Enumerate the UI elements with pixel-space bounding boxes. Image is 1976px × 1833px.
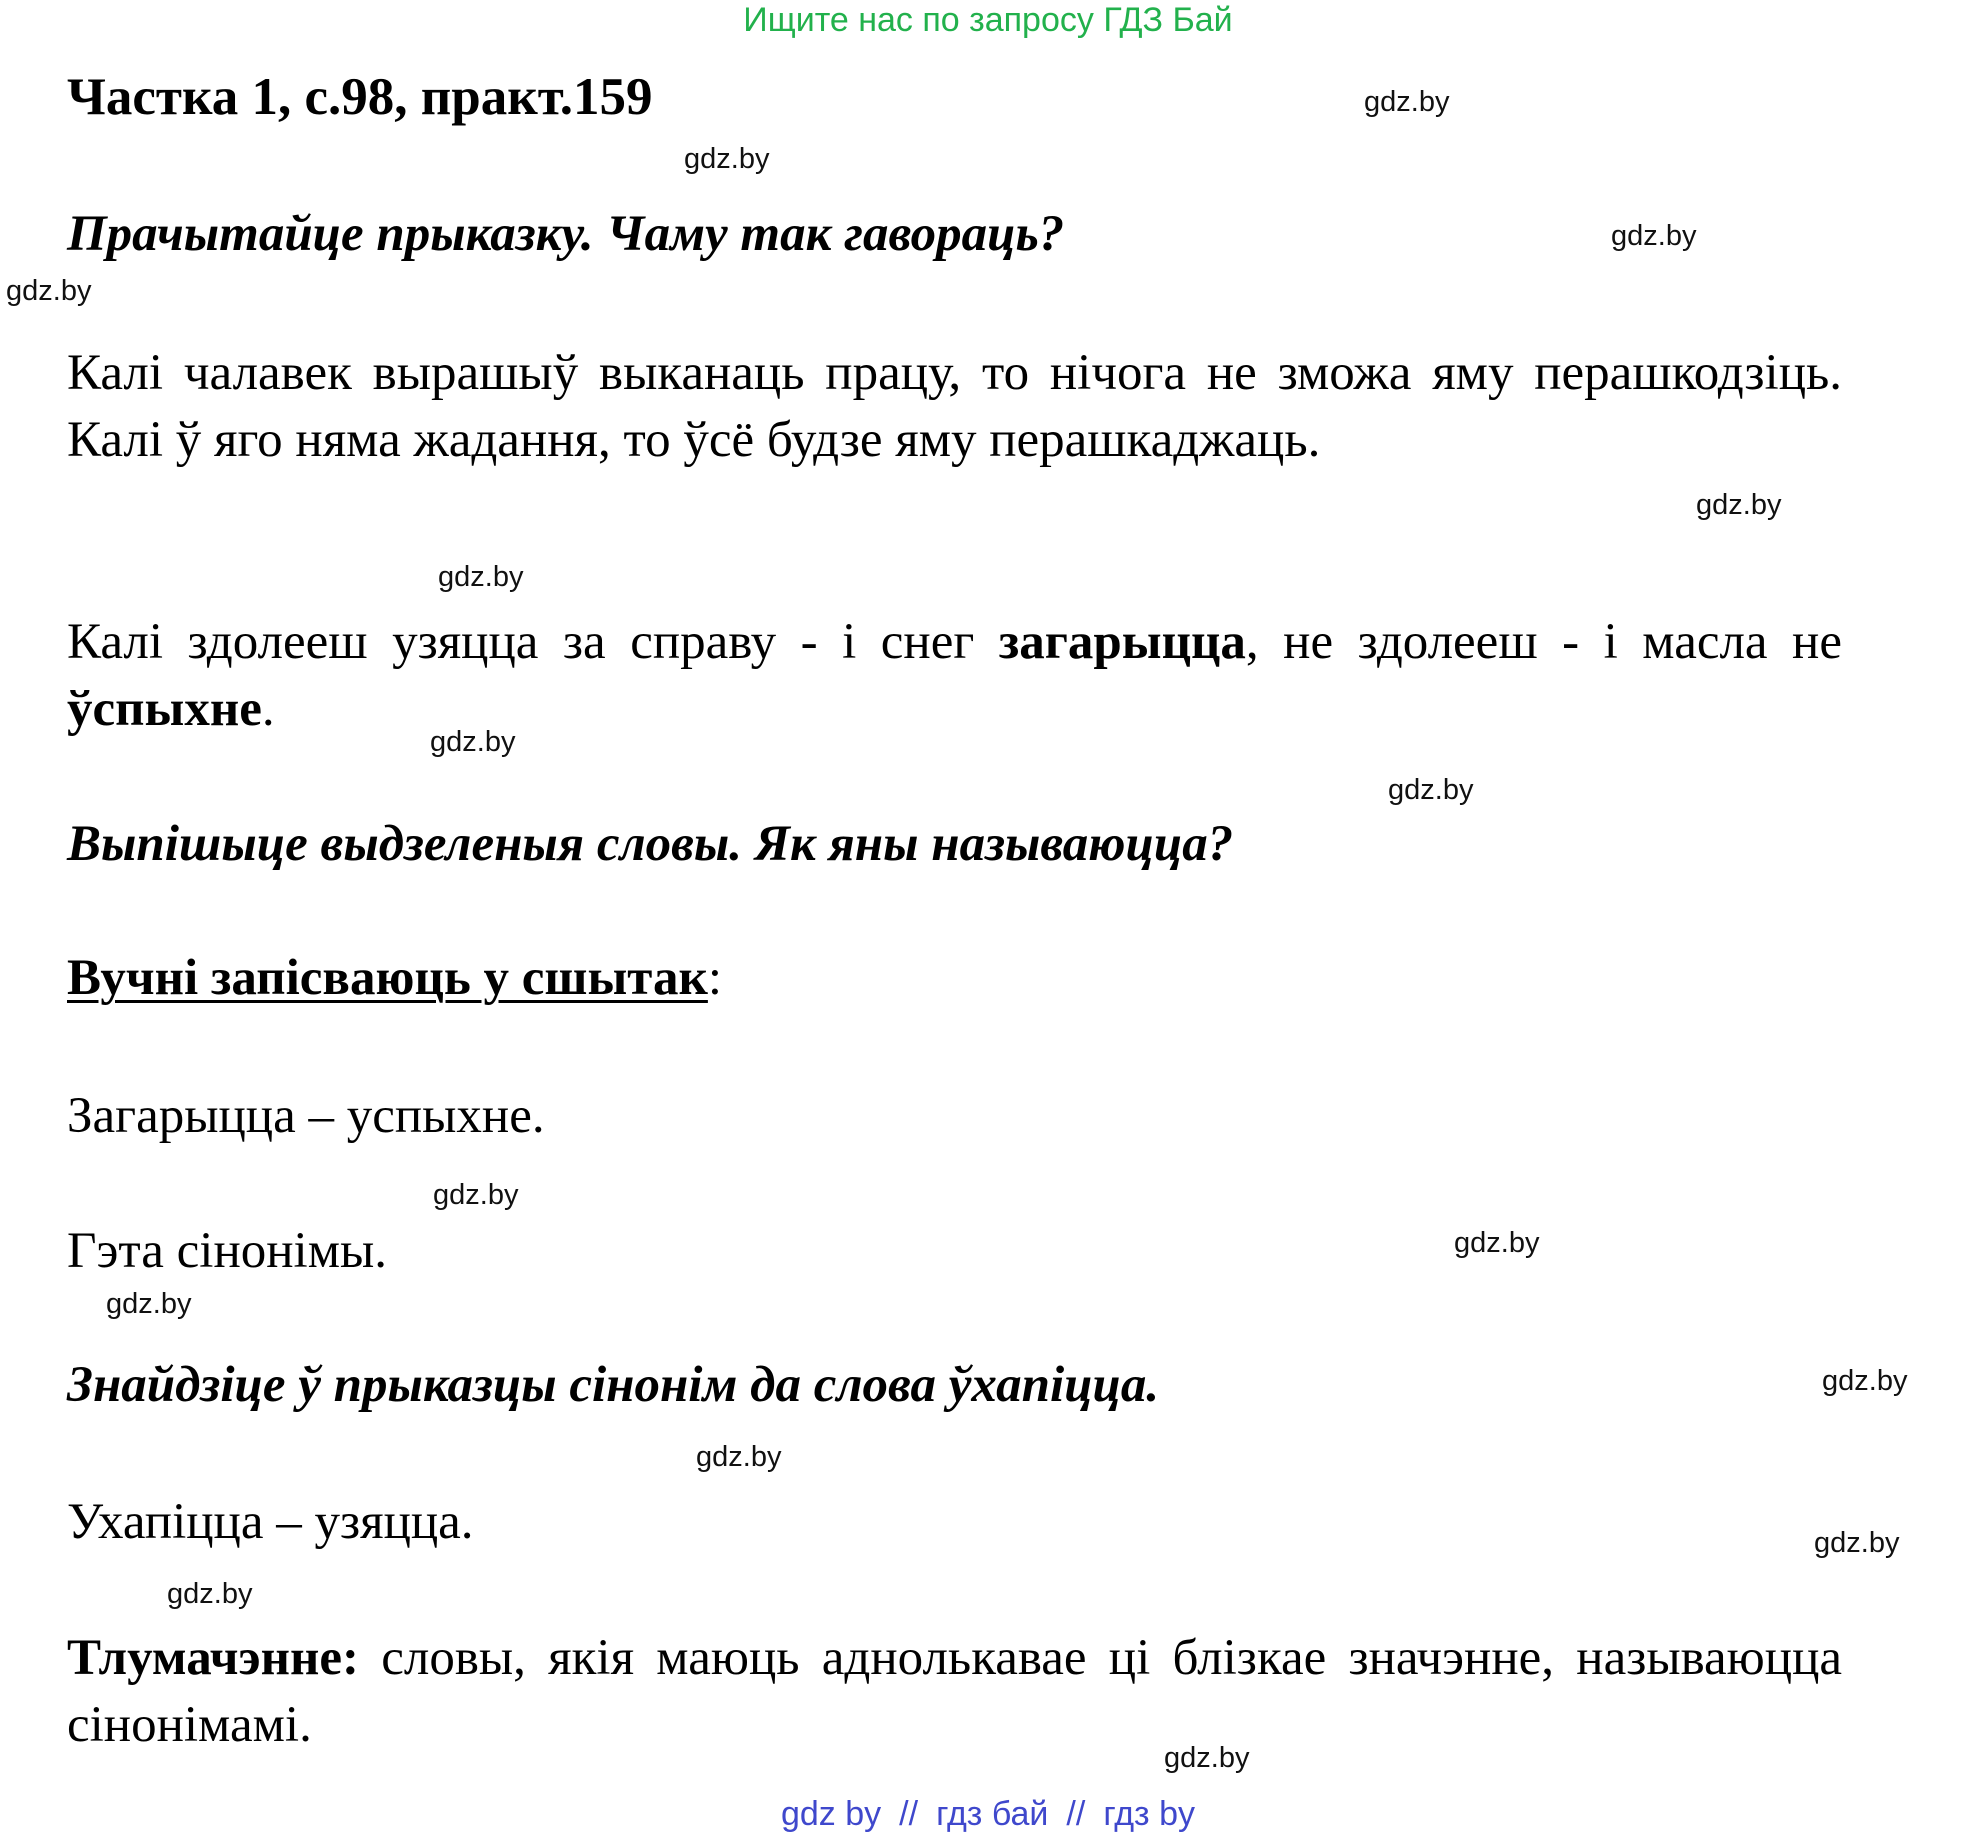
highlighted-word-2: ўспыхне <box>67 681 262 737</box>
watermark: gdz.by <box>106 1288 192 1320</box>
highlighted-word-1: загарыцца <box>998 614 1246 670</box>
footer-link-gdz-by-cyrillic[interactable]: гдз by <box>1103 1795 1195 1833</box>
footer-separator: // <box>899 1795 919 1833</box>
notebook-label: Вучні запісваюць у сшытак <box>67 950 708 1006</box>
watermark: gdz.by <box>1611 220 1697 252</box>
watermark: gdz.by <box>167 1578 253 1610</box>
watermark: gdz.by <box>6 275 92 307</box>
answer-synonym-found: Ухапіцца – узяцца. <box>67 1494 474 1550</box>
explanation-paragraph <box>67 1625 1842 1759</box>
footer-links <box>0 1797 1976 1831</box>
watermark: gdz.by <box>1364 86 1450 118</box>
proverb-meaning-paragraph: Калі чалавек вырашыў выканаць працу, то нічога не зможа яму перашкодзіць. Калі ў яго няма жадання, то ўсё будзе яму перашкаджаць. <box>67 345 1842 468</box>
task-read-proverb: Прачытайце прыказку. Чаму так гавораць? <box>67 206 1065 262</box>
proverb-text-2: , не здолееш - і масла не <box>1245 614 1842 670</box>
explanation-label: Тлумачэнне: <box>67 1630 359 1686</box>
notebook-colon: : <box>707 950 723 1006</box>
proverb-text-3: . <box>261 681 275 737</box>
footer-separator: // <box>1066 1795 1086 1833</box>
watermark: gdz.by <box>1822 1365 1908 1397</box>
answer-synonyms: Гэта сінонімы. <box>67 1223 388 1279</box>
watermark: gdz.by <box>1696 489 1782 521</box>
watermark: gdz.by <box>430 726 516 758</box>
notebook-heading <box>67 948 722 1009</box>
watermark: gdz.by <box>1454 1227 1540 1259</box>
proverb-text-1: Калі здолееш узяцца за справу - і снег <box>67 614 999 670</box>
footer-link-gdz-bai[interactable]: гдз бай <box>936 1795 1049 1833</box>
watermark: gdz.by <box>684 143 770 175</box>
watermark: gdz.by <box>1388 774 1474 806</box>
page-title: Частка 1, с.98, практ.159 <box>67 68 653 126</box>
task-find-synonym: Знайдзіце ў прыказцы сінонім да слова ўхапіцца. <box>67 1357 1160 1413</box>
explanation-text: словы, якія маюць аднолькавае ці блізкае значэнне, называюцца сінонімамі. <box>67 1630 1842 1753</box>
task-write-words: Выпішыце выдзеленыя словы. Як яны называюцца? <box>67 816 1234 872</box>
footer-link-gdz-by[interactable]: gdz by <box>780 1795 882 1833</box>
answer-synonym-pair: Загарыцца – успыхне. <box>67 1088 545 1144</box>
watermark: gdz.by <box>696 1441 782 1473</box>
watermark: gdz.by <box>1164 1742 1250 1774</box>
watermark: gdz.by <box>1814 1527 1900 1559</box>
header-note: Ищите нас по запросу ГДЗ Бай <box>743 1 1233 39</box>
watermark: gdz.by <box>438 561 524 593</box>
proverb-paragraph <box>67 609 1842 743</box>
watermark: gdz.by <box>433 1179 519 1211</box>
